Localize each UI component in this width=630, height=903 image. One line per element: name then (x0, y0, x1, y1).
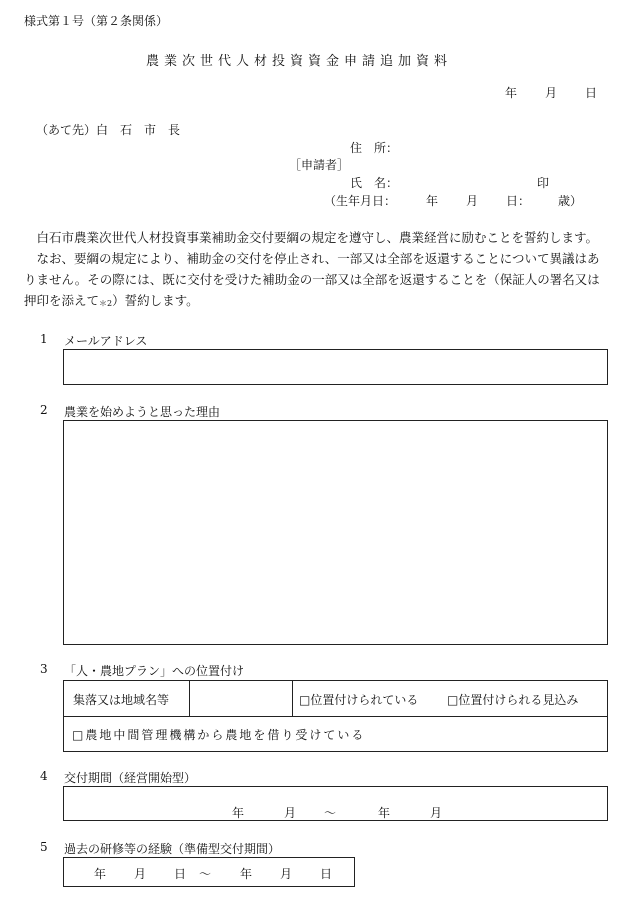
pledge-paragraph-2-tail: ）誓約します。 (112, 293, 199, 308)
pledge-paragraph-2-main: なお、要綱の規定により、補助金の交付を停止され、一部又は全部を返還することについて異議はありません。その際には、既に交付を受けた補助金の一部又は全部を返還することを（保証人の署名又は押印を添えて (24, 251, 600, 308)
section-5-label: 過去の研修等の経験（準備型交付期間） (64, 842, 281, 856)
training-period-tilde: ～ (199, 867, 212, 881)
reason-textarea[interactable] (63, 420, 608, 645)
grant-start-year-label: 年 (232, 806, 245, 820)
option-land-bank-checkbox[interactable]: □農地中間管理機構から農地を借り受けている (72, 728, 366, 742)
section-4-label: 交付期間（経営開始型） (64, 771, 197, 785)
area-input[interactable] (190, 681, 292, 716)
name-label: 氏 名： (350, 176, 399, 190)
footnote-marker: ＊2 (99, 299, 113, 308)
plan-table (63, 680, 608, 752)
section-2-number: 2 (40, 403, 48, 417)
date-day-label: 日 (585, 86, 598, 100)
option-positioned-checkbox[interactable]: □位置付けられている (299, 693, 419, 707)
plan-table-col-divider-2 (292, 681, 293, 716)
birth-year-label: 年 (426, 194, 439, 208)
addressee: （あて先）白 石 市 長 (36, 123, 181, 137)
area-label: 集落又は地域名等 (73, 693, 170, 707)
date-year-label: 年 (505, 86, 518, 100)
document-title: 農業次世代人材投資資金申請追加資料 (146, 54, 453, 69)
plan-table-row-divider (64, 716, 607, 717)
section-1-number: 1 (40, 332, 48, 346)
grant-start-month-label: 月 (284, 806, 297, 820)
training-start-day-label: 日 (174, 867, 187, 881)
birth-month-label: 月 (466, 194, 479, 208)
form-number: 様式第１号（第２条関係） (24, 14, 169, 28)
training-start-month-label: 月 (134, 867, 147, 881)
grant-end-month-label: 月 (430, 806, 443, 820)
birth-day-label: 日： (506, 194, 531, 208)
section-4-number: 4 (40, 769, 48, 783)
pledge-text (24, 227, 608, 314)
training-end-day-label: 日 (320, 867, 333, 881)
section-3-number: 3 (40, 662, 48, 676)
section-1-label: メールアドレス (64, 334, 148, 348)
grant-end-year-label: 年 (378, 806, 391, 820)
email-field[interactable] (63, 349, 608, 385)
option-expected-checkbox[interactable]: □位置付けられる見込み (447, 693, 579, 707)
pledge-paragraph-1: 白石市農業次世代人材投資事業補助金交付要綱の規定を遵守し、農業経営に励むことを誓約します。 (36, 230, 599, 245)
applicant-role-label: ［申請者］ (289, 158, 350, 172)
training-end-year-label: 年 (240, 867, 253, 881)
training-period-field[interactable] (63, 857, 355, 887)
section-5-number: 5 (40, 840, 48, 854)
training-start-year-label: 年 (94, 867, 107, 881)
birth-date-label: （生年月日： (324, 194, 397, 208)
seal-mark: 印 (537, 176, 550, 190)
address-label: 住 所： (350, 141, 399, 155)
age-label: 歳） (558, 194, 583, 208)
training-end-month-label: 月 (280, 867, 293, 881)
section-2-label: 農業を始めようと思った理由 (64, 405, 221, 419)
date-month-label: 月 (545, 86, 558, 100)
pledge-paragraph-2 (24, 248, 608, 314)
section-3-label: 「人・農地プラン」への位置付け (64, 664, 245, 678)
grant-period-field[interactable] (63, 786, 608, 821)
grant-period-tilde: ～ (324, 806, 337, 820)
